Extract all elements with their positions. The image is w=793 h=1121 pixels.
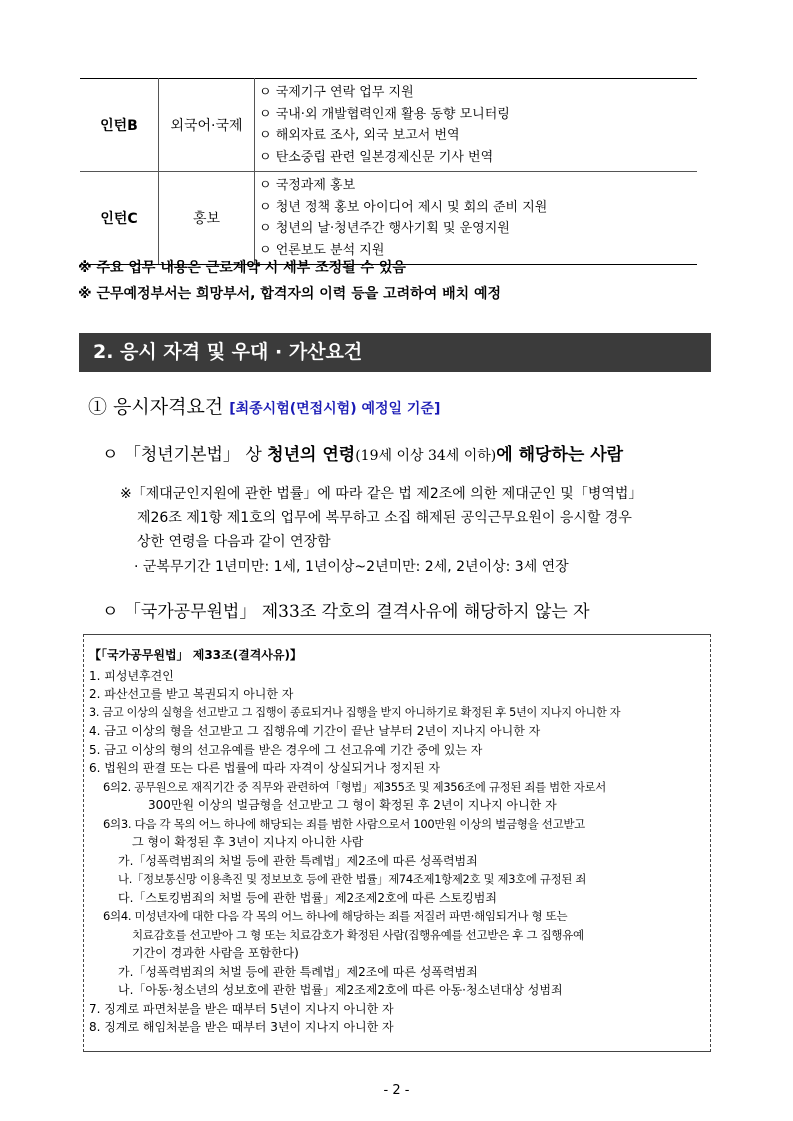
subsection-basis: [최종시험(면접시험) 예정일 기준] xyxy=(229,401,441,417)
box-line: 3. 금고 이상의 실형을 선고받고 그 집행이 종료되거나 집행을 받지 아니하기로 확정된 후 5년이 지나지 아니한 자 xyxy=(89,706,621,719)
box-line: 치료감호를 선고받아 그 형 또는 치료감호가 확정된 사람(집행유예를 선고받은 후 그 집행유예 xyxy=(132,928,584,942)
intern-duty-table xyxy=(80,78,697,265)
duty-item: ㅇ 언론보도 분석 지원 xyxy=(259,242,385,258)
bullet-bold-target: 에 해당하는 사람 xyxy=(496,445,624,465)
page-number: - 2 - xyxy=(383,1083,410,1098)
duty-item: ㅇ 국내·외 개발협력인재 활용 동향 모니터링 xyxy=(259,106,510,122)
box-line: 나.「정보통신망 이용촉진 및 정보보호 등에 관한 법률」제74조제1항제2호 및 제3호에 규정된 죄 xyxy=(118,872,587,886)
box-line: 7. 징계로 파면처분을 받은 때부터 5년이 지나지 아니한 자 xyxy=(89,1002,394,1016)
intern-name: 인턴B xyxy=(80,79,159,172)
box-line: 가.「성폭력범죄의 처벌 등에 관한 특례법」제2조에 따른 성폭력범죄 xyxy=(118,965,478,979)
duty-item: ㅇ 청년 정책 홍보 아이디어 제시 및 회의 준비 지원 xyxy=(259,199,548,215)
subsection-heading xyxy=(88,392,440,419)
box-line: 1. 피성년후견인 xyxy=(89,669,174,683)
box-line: 6. 법원의 판결 또는 다른 법률에 따라 자격이 상실되거나 정지된 자 xyxy=(89,761,440,775)
table-row xyxy=(80,79,697,172)
box-line: 8. 징계로 해임처분을 받은 때부터 3년이 지나지 아니한 자 xyxy=(89,1020,394,1034)
bullet-youth-age xyxy=(102,440,623,465)
disqualification-box xyxy=(83,634,711,1052)
intern-name: 인턴C xyxy=(80,172,159,265)
intern-duties xyxy=(255,172,698,265)
box-line: 그 형이 확정된 후 3년이 지나지 아니한 사람 xyxy=(132,835,364,849)
box-line: 6의2. 공무원으로 재직기간 중 직무와 관련하여「형법」제355조 및 제356조에 규정된 죄를 범한 자로서 xyxy=(103,780,606,794)
table-row xyxy=(80,172,697,265)
reference-note-line: ※「제대군인지원에 관한 법률」에 따라 같은 법 제2조에 의한 제대군인 및「병역법」 xyxy=(120,486,643,502)
note-duty-adjust: ※ 주요 업무 내용은 근로계약 시 세부 조정될 수 있음 xyxy=(78,260,406,276)
section-heading: 2. 응시 자격 및 우대 · 가산요건 xyxy=(79,333,711,372)
box-line: 나.「아동·청소년의 성보호에 관한 법률」제2조제2호에 따른 아동·청소년대상 성범죄 xyxy=(118,983,563,997)
intern-field: 외국어·국제 xyxy=(159,79,255,172)
box-line: 300만원 이상의 벌금형을 선고받고 그 형이 확정된 후 2년이 지나지 아니한 자 xyxy=(148,798,557,812)
bullet-prefix: ㅇ 「청년기본법」 상 xyxy=(102,445,268,465)
reference-note-line: · 군복무기간 1년미만: 1세, 1년이상~2년미만: 2세, 2년이상: 3세 연장 xyxy=(134,559,569,575)
bullet-disqualification: ㅇ 「국가공무원법」 제33조 각호의 결격사유에 해당하지 않는 자 xyxy=(102,602,590,622)
box-line: 4. 금고 이상의 형을 선고받고 그 집행유예 기간이 끝난 날부터 2년이 지나지 아니한 자 xyxy=(89,724,541,738)
box-line: 6의3. 다음 각 목의 어느 하나에 해당되는 죄를 범한 사람으로서 100만원 이상의 벌금형을 선고받고 xyxy=(103,817,585,831)
note-department: ※ 근무예정부서는 희망부서, 합격자의 이력 등을 고려하여 배치 예정 xyxy=(78,286,502,302)
bullet-age-range: (19세 이상 34세 이하) xyxy=(355,448,497,464)
box-line: 기간이 경과한 사람을 포함한다) xyxy=(132,946,299,960)
intern-field: 홍보 xyxy=(159,172,255,265)
bullet-bold-age: 청년의 연령 xyxy=(267,445,356,465)
duty-item: ㅇ 국제기구 연락 업무 지원 xyxy=(259,85,414,100)
subsection-title: ① 응시자격요건 xyxy=(88,396,224,418)
box-line: 다.「스토킹범죄의 처벌 등에 관한 법률」제2조제2호에 따른 스토킹범죄 xyxy=(118,891,497,905)
intern-duties xyxy=(255,79,698,172)
reference-note-line: 상한 연령을 다음과 같이 연장함 xyxy=(137,534,331,550)
reference-note-line: 제26조 제1항 제1호의 업무에 복무하고 소집 해제된 공익근무요원이 응시할 경우 xyxy=(137,510,632,526)
duty-item: ㅇ 해외자료 조사, 외국 보고서 번역 xyxy=(259,128,460,143)
box-line: 5. 금고 이상의 형의 선고유예를 받은 경우에 그 선고유예 기간 중에 있는 자 xyxy=(89,743,483,757)
box-line: 6의4. 미성년자에 대한 다음 각 목의 어느 하나에 해당하는 죄를 저질러 파면·해임되거나 형 또는 xyxy=(103,909,568,923)
duty-item: ㅇ 청년의 날·청년주간 행사기획 및 운영지원 xyxy=(259,221,510,236)
box-line: 가.「성폭력범죄의 처벌 등에 관한 특례법」제2조에 따른 성폭력범죄 xyxy=(118,854,478,868)
duty-item: ㅇ 탄소중립 관련 일본경제신문 기사 번역 xyxy=(259,149,494,165)
duty-item: ㅇ 국정과제 홍보 xyxy=(259,178,356,193)
box-title: 【「국가공무원법」 제33조(결격사유)】 xyxy=(89,648,302,662)
box-line: 2. 파산선고를 받고 복권되지 아니한 자 xyxy=(89,687,294,701)
